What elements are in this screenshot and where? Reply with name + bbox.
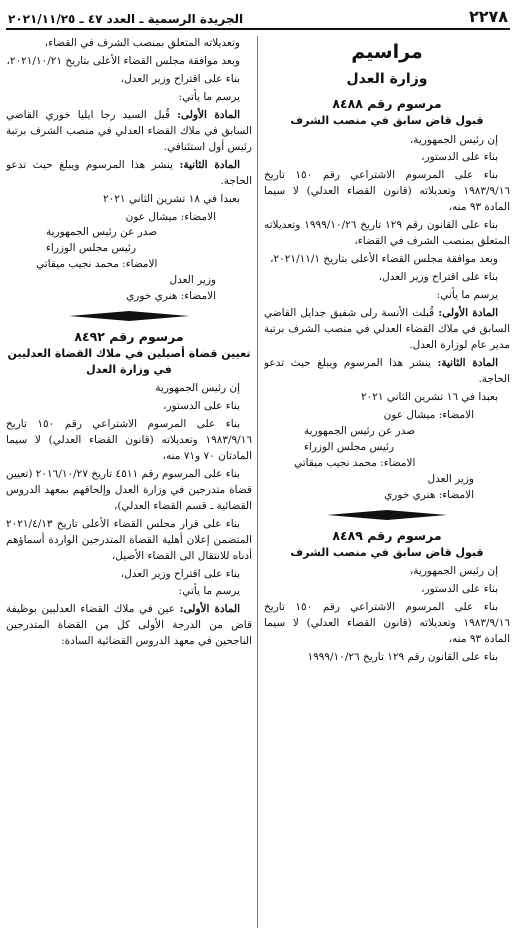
pm-title: رئيس مجلس الوزراء (46, 242, 137, 255)
decree-date: بعبدا في ١٨ تشرين الثاني ٢٠٢١ (102, 192, 240, 205)
signature-minister: الامضاء: هنري خوري (384, 488, 474, 501)
decree-number: مرسوم رقم ٨٤٨٨ (332, 96, 442, 112)
section-title: مراسيم (351, 41, 423, 63)
minister-title: وزير العدل (169, 274, 216, 287)
minister-title: وزير العدل (427, 472, 474, 485)
right-column (264, 36, 510, 930)
article-1-text: قُبلت الأنسة رلى شفيق جدايل القاضي السابق في ملاك القضاء العدلي في منصب الشرف برتبة مدير عام لوزارة العدل. (264, 307, 510, 351)
article-2 (264, 356, 510, 388)
article-1 (6, 602, 252, 650)
preamble-president: إن رئيس الجمهورية، (409, 133, 498, 146)
article-2-text: ينشر هذا المرسوم ويبلغ حيث تدعو الحاجة. (6, 158, 252, 187)
article-1-label: المادة الأولى: (179, 603, 241, 616)
ministry-title: وزارة العدل (346, 70, 428, 87)
column-divider (257, 36, 258, 928)
article-2-label: المادة الثانية: (179, 158, 240, 171)
issue-info: الجريدة الرسمية ـ العدد ٤٧ ـ ٢٠٢١/١١/٢٥ (8, 12, 244, 26)
decree-8488 (264, 94, 510, 503)
preamble-decree-4511: بناء على المرسوم رقم ٤٥١١ تاريخ ٢٠١٦/١٠/٢٧ (تعيين قضاة متدرجين في وزارة العدل وإلحاقهم بمعهد الدروس القضائية ـ قسم القضاء العدلي)، (6, 467, 252, 512)
issued-by: صدر عن رئيس الجمهورية (46, 226, 158, 239)
left-column (6, 36, 252, 930)
preamble-legislative-decree: بناء على المرسوم الاشتراعي رقم ١٥٠ تاريخ ١٩٨٣/٩/١٦ وتعديلاته (قانون القضاء العدلي) لا سيما المادتان ٧٠ و٧١ منه، (6, 417, 252, 462)
decree-date: بعبدا في ١٦ تشرين الثاني ٢٠٢١ (360, 390, 498, 403)
page-number: ٢٢٧٨ (468, 7, 508, 26)
preamble-council-approval: وبعد موافقة مجلس القضاء الأعلى بتاريخ ٢٠٢١/١١/١، (270, 253, 498, 266)
decrees-following: يرسم ما يأتي: (436, 289, 498, 302)
preamble-proposal: بناء على اقتراح وزير العدل، (120, 72, 240, 85)
pm-title: رئيس مجلس الوزراء (304, 440, 395, 453)
decree-8492 (6, 327, 252, 650)
preamble-proposal: بناء على اقتراح وزير العدل، (378, 271, 498, 284)
decrees-following: يرسم ما يأتي: (178, 90, 240, 103)
preamble-law: بناء على القانون رقم ١٢٩ تاريخ ١٩٩٩/١٠/٢٦ وتعديلاته المتعلق بمنصب الشرف في القضاء، (264, 219, 510, 248)
decree-8489 (264, 526, 510, 666)
article-1-text: عين في ملاك القضاء العدليين بوظيفة قاض من الدرجة الأولى كل من القضاة المتدرجين الناجحين في معهد الدروس القضائية السادة: (6, 603, 252, 648)
decree-title: قبول قاض سابق في منصب الشرف (290, 114, 484, 128)
decree-title: تعيين قضاة أصيلين في ملاك القضاة العدليين في وزارة العدل (7, 347, 251, 376)
preamble-council-approval: وبعد موافقة مجلس القضاء الأعلى بتاريخ ٢٠٢١/١٠/٢١، (6, 54, 240, 67)
decrees-following: يرسم ما يأتي: (178, 585, 240, 598)
decree-number: مرسوم رقم ٨٤٩٢ (74, 329, 184, 345)
article-1-label: المادة الأولى: (438, 307, 498, 320)
signature-pm: الامضاء: محمد نجيب ميقاتي (36, 258, 158, 271)
preamble-president: إن رئيس الجمهورية، (409, 564, 498, 577)
preamble-legislative-decree: بناء على المرسوم الاشتراعي رقم ١٥٠ تاريخ ١٩٨٣/٩/١٦ وتعديلاته (قانون القضاء العدلي) لا سيما المادة ٩٣ منه، (264, 600, 510, 645)
issued-by: صدر عن رئيس الجمهورية (304, 424, 416, 437)
decree-title: قبول قاض سابق في منصب الشرف (290, 545, 484, 559)
article-2-label: المادة الثانية: (437, 356, 498, 369)
section-separator (264, 510, 510, 520)
page-header (6, 4, 510, 30)
signature-minister: الامضاء: هنري خوري (126, 290, 216, 303)
signature-pm: الامضاء: محمد نجيب ميقاتي (294, 456, 416, 469)
preamble-constitution: بناء على الدستور، (421, 151, 498, 164)
decree-number: مرسوم رقم ٨٤٨٩ (332, 527, 442, 543)
article-1-label: المادة الأولى: (177, 108, 240, 121)
preamble-president: إن رئيس الجمهورية (155, 382, 240, 395)
preamble-law-cont: وتعديلاته المتعلق بمنصب الشرف في القضاء، (44, 37, 240, 49)
article-2-text: ينشر هذا المرسوم ويبلغ حيث تدعو الحاجة. (264, 356, 510, 385)
preamble-constitution: بناء على الدستور، (421, 582, 498, 595)
section-separator (6, 311, 252, 321)
signature-president: الامضاء: ميشال عون (383, 408, 474, 421)
decree-8489-continued (6, 36, 252, 305)
article-1 (6, 108, 252, 156)
signature-president: الامضاء: ميشال عون (125, 210, 216, 223)
article-1 (264, 306, 510, 354)
preamble-constitution: بناء على الدستور، (163, 399, 240, 412)
preamble-council-decision: بناء على قرار مجلس القضاء الأعلى تاريخ ٢٠٢١/٤/١٣ المتضمن إعلان أهلية القضاة المتدرجين الواردة أسماؤهم أدناه للانتقال الى القضاء الأصيل، (6, 517, 252, 562)
article-2 (6, 158, 252, 190)
preamble-law: بناء على القانون رقم ١٢٩ تاريخ ١٩٩٩/١٠/٢٦ (307, 650, 498, 663)
preamble-legislative-decree: بناء على المرسوم الاشتراعي رقم ١٥٠ تاريخ ١٩٨٣/٩/١٦ وتعديلاته (قانون القضاء العدلي) لا سيما المادة ٩٣ منه، (264, 169, 510, 214)
preamble-proposal: بناء على اقتراح وزير العدل، (120, 567, 240, 580)
article-1-text: قُبل السيد رجا ايليا خوري القاضي السابق في ملاك القضاء العدلي في منصب الشرف برتبة رئيس أول استئنافي. (6, 108, 252, 153)
